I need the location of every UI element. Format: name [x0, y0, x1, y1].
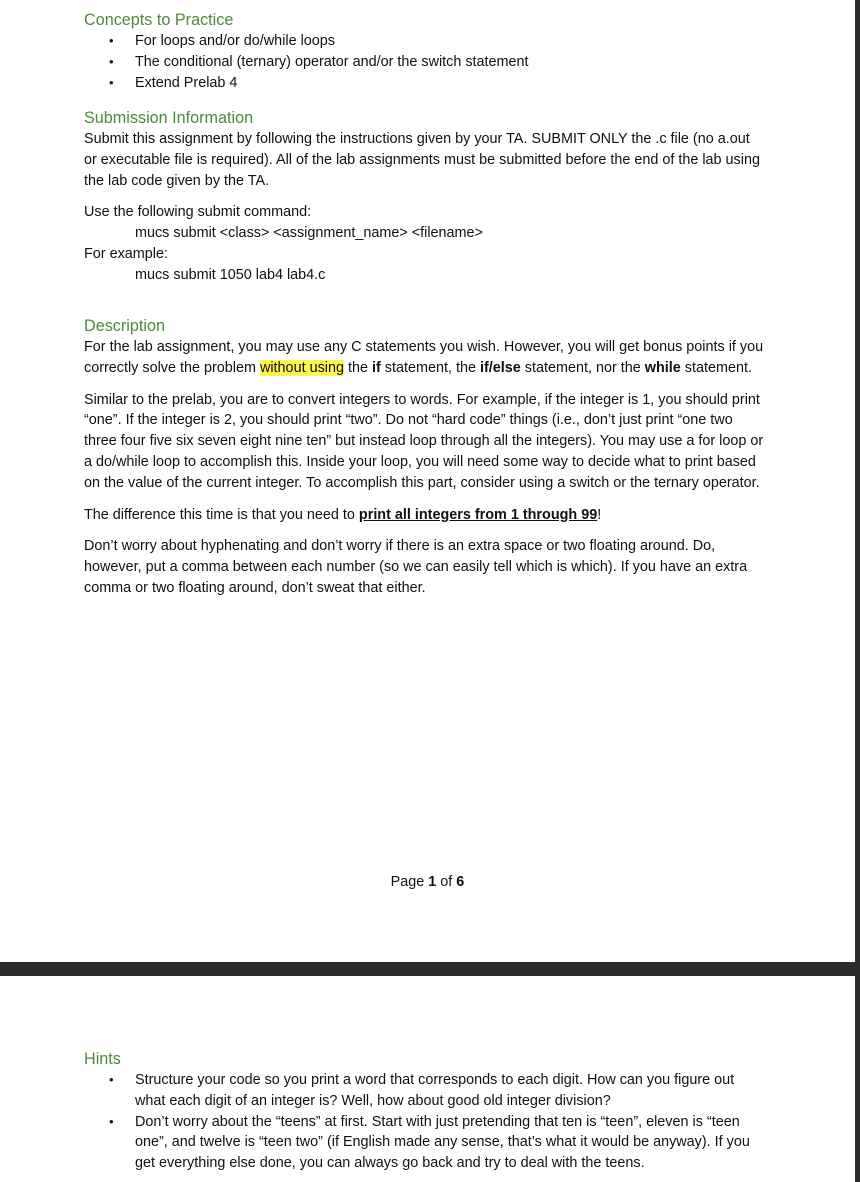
list-item: • Structure your code so you print a word that corresponds to each digit. How can you figure out what each digit of an integer is? Well, how about good old integer division?: [109, 1072, 735, 1109]
concepts-section: [84, 9, 764, 93]
hints-list: [84, 1070, 764, 1174]
list-item: • The conditional (ternary) operator and/or the switch statement: [84, 52, 764, 73]
hints-section: [84, 1048, 764, 1174]
concepts-heading: Concepts to Practice: [84, 11, 234, 29]
submission-paragraph: Submit this assignment by following the instructions given by your TA. SUBMIT ONLY the .c file (no a.out or executable file is required). All of the lab assignments must be submitted before the end of the lab using the lab code given by the TA.: [84, 131, 760, 189]
description-paragraph-4: Don’t worry about hyphenating and don’t worry if there is an extra space or two floating around. Do, however, put a comma between each number (so we can easily tell which is which). If you have an extra comma or two floating around, don’t sweat that either.: [84, 538, 748, 596]
submission-heading: Submission Information: [84, 109, 254, 127]
document-page-2: [0, 976, 855, 1182]
list-item: • Don’t worry about the “teens” at first. Start with just pretending that ten is “teen”, eleven is “teen one”, and twelve is “teen two” (if English made any sense, that’s what it would be anyway). If you get everything else done, you can always go back and try to deal with the teens.: [109, 1113, 750, 1172]
submit-command-intro: Use the following submit command:: [84, 204, 312, 221]
highlighted-text: without using: [259, 359, 344, 376]
viewer-edge: [855, 0, 860, 1182]
example-intro: For example:: [84, 245, 168, 262]
concepts-list: [84, 31, 764, 93]
page-separator: [0, 962, 860, 976]
bullet-icon: •: [109, 74, 114, 90]
bullet-icon: •: [109, 53, 114, 69]
example-command: mucs submit 1050 lab4 lab4.c: [135, 266, 326, 283]
description-paragraph-2: Similar to the prelab, you are to convert integers to words. For example, if the integer is 1, you should print “one”. If the integer is 2, you should print “two”. Do not “hard code” things (i.e., don’t just print “one two three four five six seven eight nine ten” but instead loop through all the integers). You may use a for loop or a do/while loop to accomplish this. Inside your loop, you will need some way to decide what to print based on the value of the current integer. To accomplish this part, consider using a switch or the ternary operator.: [84, 391, 764, 491]
list-item: • Extend Prelab 4: [84, 73, 764, 94]
list-item: • For loops and/or do/while loops: [84, 31, 764, 52]
submit-command: mucs submit <class> <assignment_name> <filename>: [135, 225, 483, 242]
bullet-icon: •: [109, 1072, 114, 1087]
bullet-icon: •: [109, 33, 114, 48]
page-number: Page 1 of 6: [390, 874, 465, 890]
emphasized-requirement: print all integers from 1 through 99: [358, 506, 598, 523]
description-paragraph-1: For the lab assignment, you may use any C statements you wish. However, you will get bonus points if you correctly solve the problem without using the if statement, the if/else statement, nor the while statement.: [84, 339, 764, 376]
bullet-icon: •: [109, 1113, 114, 1129]
description-section: [84, 315, 764, 599]
submission-section: [84, 107, 764, 286]
hints-heading: Hints: [84, 1050, 121, 1068]
description-paragraph-3: The difference this time is that you need to print all integers from 1 through 99!: [84, 506, 602, 523]
description-heading: Description: [84, 317, 165, 335]
